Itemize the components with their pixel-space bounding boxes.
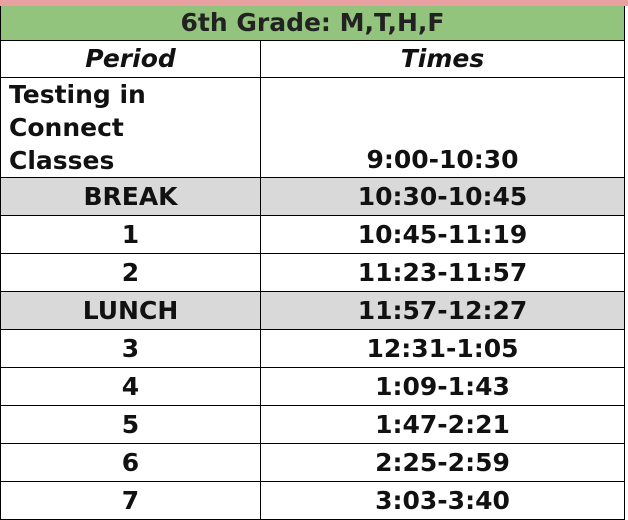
- period-cell: 7: [1, 482, 261, 520]
- time-cell: 11:23-11:57: [261, 254, 625, 292]
- time-cell: 11:57-12:27: [261, 292, 625, 330]
- table-row: [1, 406, 625, 444]
- time-cell: 2:25-2:59: [261, 444, 625, 482]
- title-row: [1, 6, 625, 41]
- table-row: [1, 292, 625, 330]
- time-cell: 10:45-11:19: [261, 216, 625, 254]
- period-cell: BREAK: [1, 178, 261, 216]
- time-cell: 10:30-10:45: [261, 178, 625, 216]
- period-cell: [1, 78, 261, 178]
- time-cell: 12:31-1:05: [261, 330, 625, 368]
- time-cell: 1:09-1:43: [261, 368, 625, 406]
- table-row: [1, 178, 625, 216]
- time-cell: 3:03-3:40: [261, 482, 625, 520]
- period-cell: 3: [1, 330, 261, 368]
- period-line-1: Testing in Connect: [9, 80, 146, 142]
- table-row: [1, 254, 625, 292]
- period-cell: 5: [1, 406, 261, 444]
- period-cell: 2: [1, 254, 261, 292]
- table-row: [1, 368, 625, 406]
- period-cell: LUNCH: [1, 292, 261, 330]
- table-row: [1, 330, 625, 368]
- period-cell: 1: [1, 216, 261, 254]
- time-cell: 1:47-2:21: [261, 406, 625, 444]
- times-header: Times: [261, 41, 625, 78]
- period-cell: 4: [1, 368, 261, 406]
- time-cell: 9:00-10:30: [261, 78, 625, 178]
- schedule-title: 6th Grade: M,T,H,F: [1, 6, 625, 41]
- table-row: [1, 444, 625, 482]
- period-cell: 6: [1, 444, 261, 482]
- header-row: [1, 41, 625, 78]
- schedule-table: [0, 6, 625, 520]
- table-row: [1, 482, 625, 520]
- table-row-testing: [1, 78, 625, 178]
- period-header: Period: [1, 41, 261, 78]
- period-line-2: Classes: [9, 146, 115, 175]
- table-row: [1, 216, 625, 254]
